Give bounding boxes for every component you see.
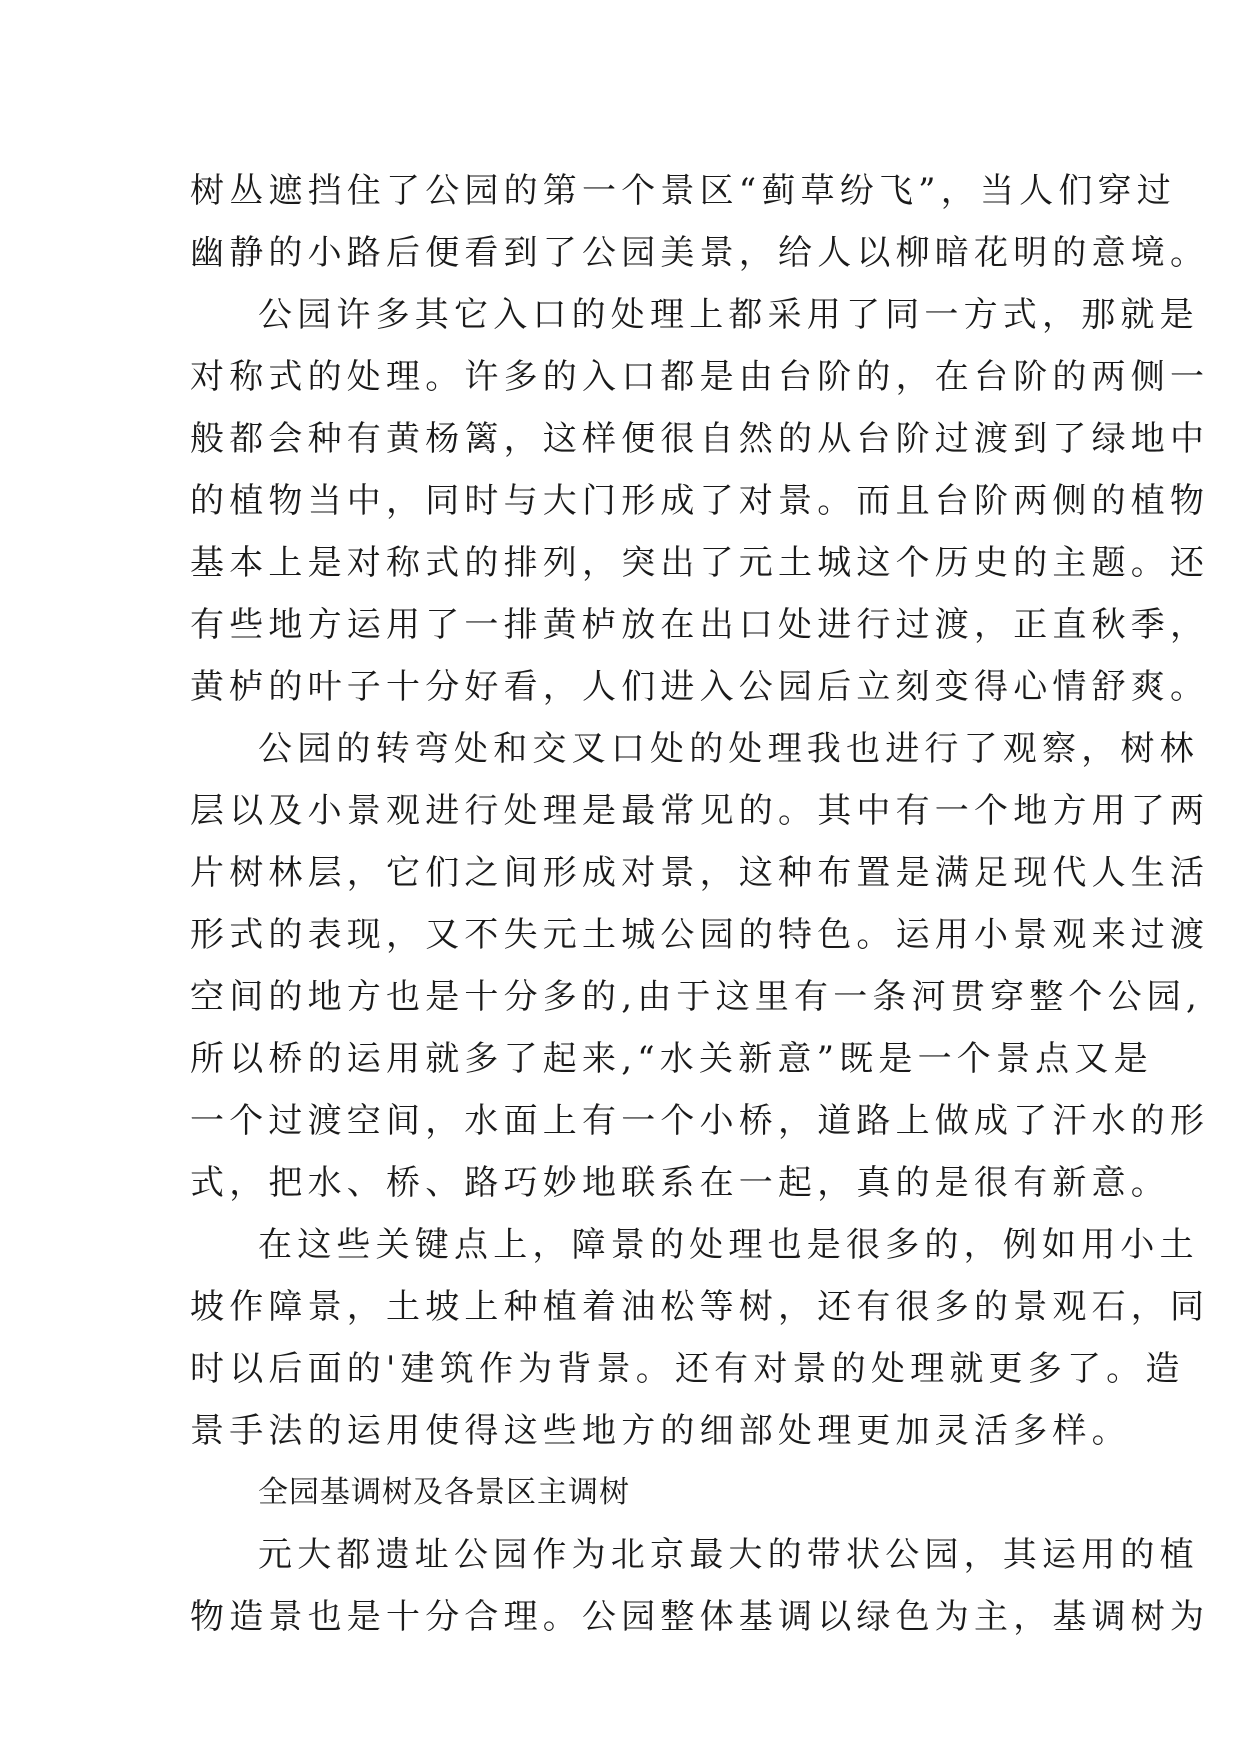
text-line: 有些地方运用了一排黄栌放在出口处进行过渡，正直秋季， [190, 605, 1210, 645]
text-line: 在这些关键点上，障景的处理也是很多的，例如用小土 [258, 1225, 1199, 1265]
text-line: 黄栌的叶子十分好看，人们进入公园后立刻变得心情舒爽。 [190, 667, 1210, 707]
text-line: 片树林层，它们之间形成对景，这种布置是满足现代人生活 [190, 853, 1210, 893]
text-line: 一个过渡空间，水面上有一个小桥，道路上做成了汗水的形 [190, 1101, 1210, 1141]
text-line: 式，把水、桥、路巧妙地联系在一起，真的是很有新意。 [190, 1163, 1170, 1203]
section-heading: 全园基调树及各景区主调树 [258, 1475, 630, 1510]
text-line: 对称式的处理。许多的入口都是由台阶的，在台阶的两侧一 [190, 357, 1210, 397]
text-line: 公园的转弯处和交叉口处的处理我也进行了观察，树林 [258, 729, 1199, 769]
text-line: 元大都遗址公园作为北京最大的带状公园，其运用的植 [258, 1535, 1199, 1575]
text-line: 时以后面的'建筑作为背景。还有对景的处理就更多了。造 [190, 1349, 1185, 1389]
text-line: 公园许多其它入口的处理上都采用了同一方式，那就是 [258, 295, 1199, 335]
text-line: 树丛遮挡住了公园的第一个景区“蓟草纷飞”，当人们穿过 [190, 171, 1176, 211]
text-line: 所以桥的运用就多了起来,“水关新意”既是一个景点又是 [190, 1039, 1153, 1079]
text-line: 般都会种有黄杨篱，这样便很自然的从台阶过渡到了绿地中 [190, 419, 1210, 459]
text-line: 坡作障景，土坡上种植着油松等树，还有很多的景观石，同 [190, 1287, 1210, 1327]
text-line: 物造景也是十分合理。公园整体基调以绿色为主，基调树为 [190, 1597, 1210, 1637]
text-line: 层以及小景观进行处理是最常见的。其中有一个地方用了两 [190, 791, 1210, 831]
text-line: 景手法的运用使得这些地方的细部处理更加灵活多样。 [190, 1411, 1131, 1451]
text-line: 空间的地方也是十分多的,由于这里有一条河贯穿整个公园, [190, 977, 1203, 1017]
body-text [190, 160, 1210, 1648]
text-line: 的植物当中，同时与大门形成了对景。而且台阶两侧的植物 [190, 481, 1210, 521]
text-line: 幽静的小路后便看到了公园美景，给人以柳暗花明的意境。 [190, 233, 1210, 273]
text-line: 基本上是对称式的排列，突出了元土城这个历史的主题。还 [190, 543, 1210, 583]
text-line: 形式的表现，又不失元土城公园的特色。运用小景观来过渡 [190, 915, 1210, 955]
